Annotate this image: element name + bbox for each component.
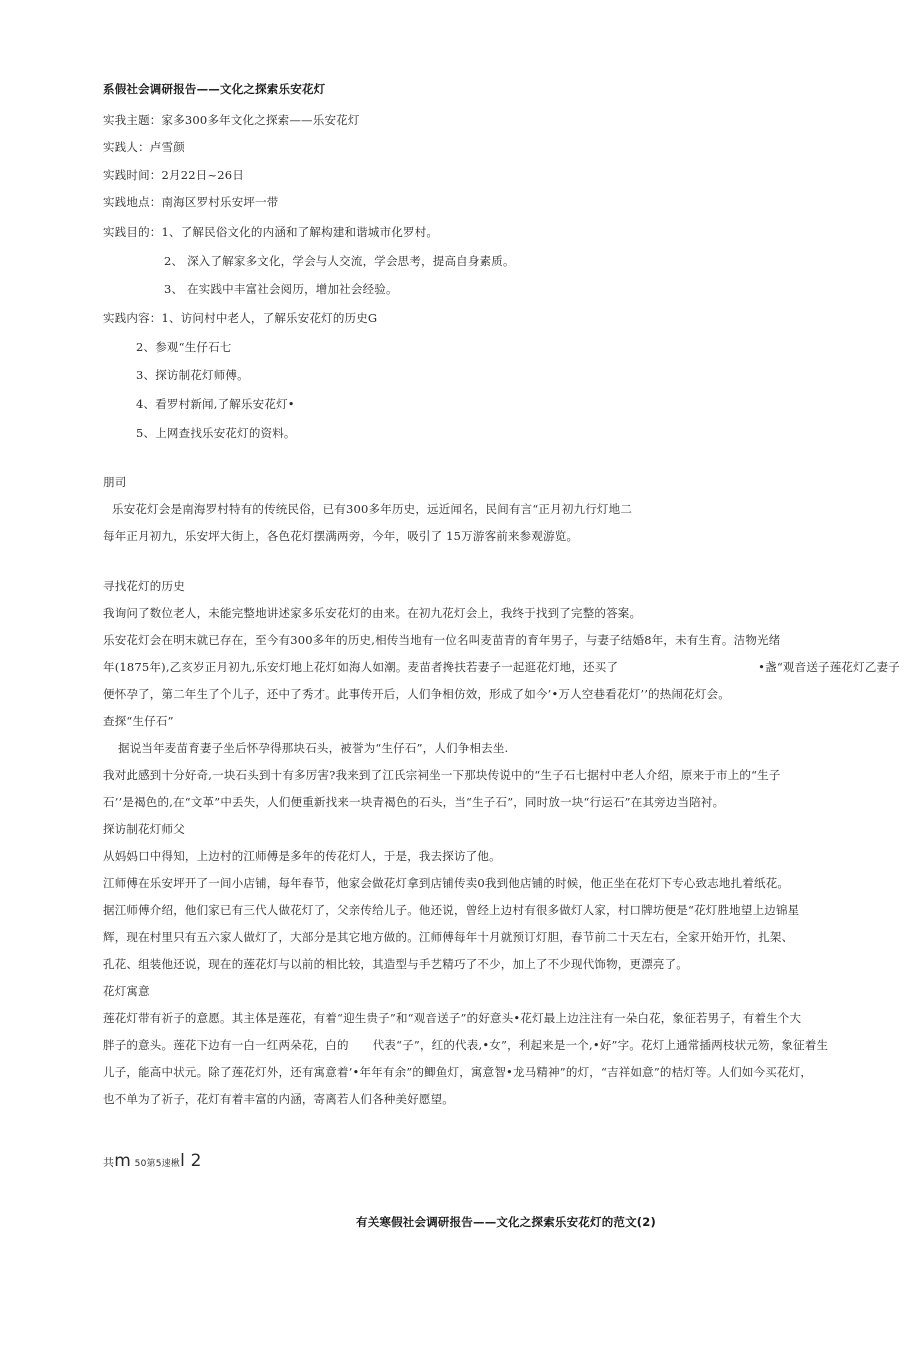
- history-line-2: 乐安花灯会在明末就已存在，至今有300多年的历史,相传当地有一位名叫麦苗青的育年男子，与妻子结婚8年，未有生育。洁物光绪: [103, 633, 781, 647]
- master-line-5: 孔花、组装他还说，现在的莲花灯与以前的相比较，其造型与手艺精巧了不少，加上了不少现代饰物，更漂亮了。: [103, 957, 688, 971]
- footer-part-2: m: [114, 1151, 131, 1171]
- document-title: 系假社会调研报告——文化之探索乐安花灯: [103, 82, 326, 96]
- page-footer: [103, 1151, 202, 1174]
- history-heading: 寻找花灯的历史: [103, 579, 185, 593]
- stone-line-3: 石’’是褐色的,在“文革”中丢失，人们便重新找来一块青褐色的石头，当“生子石”，同时放一块“行运石”在其旁边当陪衬。: [103, 795, 725, 809]
- master-heading: 探访制花灯师父: [103, 822, 185, 836]
- preface-line-1: 乐安花灯会是南海罗村特有的传统民俗，已有300多年历史，远近闻名，民间有言“正月初九行灯地二: [112, 502, 633, 516]
- meaning-line-4: 也不单为了祈子，花灯有着丰富的内涵，寄离若人们各种美好愿望。: [103, 1092, 454, 1106]
- history-line-1: 我询问了数位老人，未能完整地讲述家多乐安花灯的由来。在初九花灯会上，我终于找到了完整的答案。: [103, 606, 642, 620]
- practice-content-3: 3、探访制花灯师傅。: [136, 368, 249, 382]
- history-line-3b: •盏“观音送子莲花灯乙妻子: [758, 660, 900, 674]
- practice-content-2: 2、参观“生仔石七: [136, 340, 232, 354]
- practice-content-4: 4、看罗村新闻,了解乐安花灯•: [136, 397, 295, 411]
- practice-content-1: 实践内容：1、访问村中老人，了解乐安花灯的历史G: [103, 311, 378, 325]
- footer-part-4: l 2: [180, 1151, 202, 1171]
- meaning-line-3: 儿子，能高中状元。除了莲花灯外，还有寓意着’•年年有余”的鲫鱼灯，寓意智•龙马精神”的灯，“吉祥如意”的桔灯等。人们如今买花灯，: [103, 1065, 813, 1079]
- practice-theme: 实我主题：家多300多年文化之探索——乐安花灯: [103, 113, 360, 127]
- practice-place: 实践地点：南海区罗村乐安坪一带: [103, 195, 279, 209]
- history-line-4: 便怀孕了，第二年生了个儿子，还中了秀才。此事传开后，人们争相仿效，形成了如今’•万人空巷看花灯’’的热闹花灯会。: [103, 687, 730, 701]
- footer-part-1: 共: [103, 1156, 115, 1169]
- meaning-line-2b: 代表“子”，红的代表,•女”，利起来是一个,•好”字。花灯上通常插两枝状元笏，象征着生: [372, 1038, 829, 1052]
- practice-content-5: 5、上网查找乐安花灯的资料。: [136, 426, 296, 440]
- practice-purpose-3: 3、 在实践中丰富社会阅历，增加社会经验。: [164, 282, 398, 296]
- master-line-4: 辉，现在村里只有五六家人做灯了，大部分是其它地方做的。江师傅每年十月就预订灯胆，春节前二十天左右，全家开始开竹，扎架、: [103, 930, 794, 944]
- stone-line-1: 据说当年麦苗育妻子坐后怀孕得那块石头，被誉为“生仔石”，人们争相去坐.: [118, 741, 509, 755]
- master-line-2: 江师傅在乐安坪开了一间小店铺，每年春节，他家会做花灯拿到店铺传卖0我到他店铺的时候，他正坐在花灯下专心致志地扎着纸花。: [103, 876, 790, 890]
- meaning-line-1: 莲花灯带有祈子的意愿。其主体是莲花，有着“迎生贵子”和“观音送子”的好意头•花灯最上边注注有一朵白花，象征若男子，有着生个大: [103, 1011, 802, 1025]
- master-line-1: 从妈妈口中得知，上边村的江师傅是多年的传花灯人，于是，我去探访了他。: [103, 849, 501, 863]
- practice-purpose-2: 2、 深入了解家多文化，学会与人交流，学会思考，提高自身素质。: [164, 254, 515, 268]
- meaning-line-2: [103, 1037, 828, 1053]
- footer-part-3: 50第5速楸: [134, 1159, 181, 1169]
- history-line-3: [103, 659, 900, 675]
- practice-purpose-1: 实践目的：1、了解民俗文化的内涵和了解构建和谐城市化罗村。: [103, 225, 439, 239]
- master-line-3: 据江师傅介绍，他们家已有三代人做花灯了，父亲传给儿子。他还说，曾经上边村有很多做灯人家，村口牌坊便是“花灯胜地望上边锦星: [103, 903, 800, 917]
- preface-heading: 朋司: [103, 475, 127, 489]
- meaning-line-2a: 胖子的意头。莲花下边有一白一红两朵花，白的: [103, 1038, 349, 1052]
- meaning-heading: 花灯寓意: [103, 984, 150, 998]
- preface-line-2: 每年正月初九，乐安坪大街上，各色花灯摆满两旁，今年，吸引了 15万游客前来参观游览。: [103, 529, 579, 543]
- history-line-3a: 年(1875年),乙亥岁正月初九,乐安灯地上花灯如海人如潮。麦苗者搀扶若妻子一起逛花灯地，还买了: [103, 660, 619, 674]
- stone-heading: 查探“生仔石”: [103, 714, 174, 728]
- practice-person: 实践人：卢雪颜: [103, 140, 185, 154]
- practice-time: 实践时间：2月22日~26日: [103, 168, 245, 182]
- stone-line-2: 我对此感到十分好奇,一块石头到十有多厉害?我来到了江氏宗祠坐一下那块传说中的“生子石七据村中老人介绍，原来于市上的“生子: [103, 768, 781, 782]
- next-section-title: 有关寒假社会调研报告——文化之探索乐安花灯的范文(2): [356, 1215, 656, 1229]
